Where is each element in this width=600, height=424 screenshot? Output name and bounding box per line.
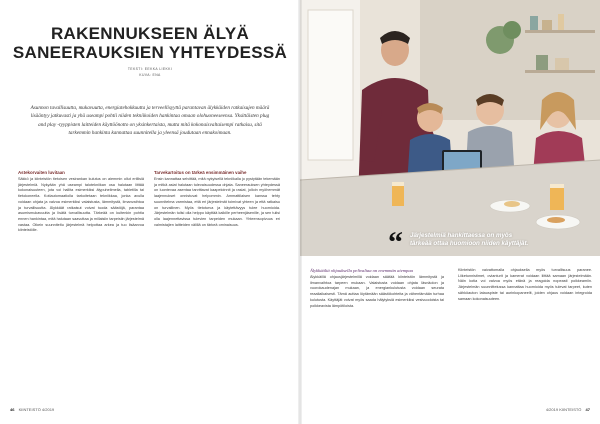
- column-a-text: Säkkö ja kiinteistön tietoisen vesirankan kulutus on aiemmin ollut erillisiä järjestelmiä. Nykyään yhä useampi talotekniikan osa halutaan liittää kokonaisuuteen, jota voi hallita esimerkiksi älypuhelimella, tabletilla tai tietokoneella. Kotiautomaatiolla tarkoitetaan tekniikkaa, jonka avulla voidaan ohjata ja valvoa esimerkiksi valaistusta, lämmitystä, ilmanvaihtoa ja turvallisuutta. Älykkäät ratkaisut voivat tuoda säästöjä, parantaa asumismukavuutta ja lisätä turvallisuutta. Tärkeää on kuitenkin pohtia ennen hankintaa, mitä halutaan saavuttaa ja millaisiin tarpeisiin järjestelmä vastaa. Oikein suunniteltu järjestelmä helpottaa arkea ja tuo lisäarvoa kiinteistölle.: [18, 177, 144, 233]
- family-photo: [300, 0, 600, 259]
- left-page-number: 46: [10, 407, 15, 412]
- quote-mark-icon: “: [388, 226, 403, 259]
- column-c-subhead: Älykkäältä ohjauksella pelivaltaa on enemmän aiempaa: [310, 268, 413, 273]
- article-credits: [100, 66, 200, 78]
- right-page: [300, 0, 600, 424]
- column-c-text: Älykkäillä ohjausjärjestelmillä voidaan säätää kiinteistön lämmitystä ja ilmanvaihtoa tarpeen mukaan. Valaistusta voidaan ohjata läsnäolon ja vuorokaudenajan mukaan, ja energiankulutusta voidaan seurata reaaliaikaisesti. Tämä auttaa löytämään säästökohteita ja vähentämään turhaa kulutusta. Käyttäjät voivat myös saada hälytyksiä esimerkiksi vesivuodoista tai poikkeavista lämpötiloista.: [310, 275, 444, 308]
- left-magazine-name: KIINTEISTÖ 4/2019: [18, 407, 55, 412]
- right-footer: [546, 407, 590, 412]
- column-d-text: Kiinteistön vaivattomalla ohjauksella myös turvallisuus paranee. Liiketunnistimet, ovianturit ja kamerat voidaan liittää samaan järjestelmään. Näin kotia voi valvoa myös etänä ja reagoida nopeasti poikkeamiin. Järjestelmän suunnittelussa kannattaa huomioida myös tulevat tarpeet, kuten sähköauton latauspiste tai aurinkopaneelit, joiden ohjaus voidaan integroida samaan kokonaisuuteen.: [458, 268, 592, 301]
- column-b-subhead: Tarvekartoitus on tärkeä ensimmäinen vaihe: [154, 170, 247, 175]
- right-page-number: 47: [585, 407, 590, 412]
- credits-text: TEKSTI: EEKKA LIEKKI: [127, 67, 173, 71]
- credits-photo: KUVA: ENA: [139, 73, 161, 77]
- page-gutter: [298, 0, 302, 424]
- column-a: [18, 170, 144, 406]
- column-b: [154, 170, 280, 406]
- column-d: [458, 268, 592, 408]
- right-magazine-name: 4/2019 KIINTEISTÖ: [545, 407, 582, 412]
- lead-paragraph: Asunnon tavallisuutta, mukavuutta, energiatehokkuutta ja terveellisyyttä parantavan älykkäiden ratkaisujen määrä lisääntyy jatkuvasti ja yhä useampi pohtii niiden tekniikoiden hankintaa omaan olohuoneeseensa. Yksittäisten plug and play -tyyppisten laitteiden käyttöönotto on yksinkertaista, mutta mitä kokonaisvaltaisempi ratkaisu, sitä tarkemmin hankinta kannattaa suunnitella ja yleensä joudutaan ennakoimaan.: [30, 105, 270, 136]
- pull-quote: [388, 226, 530, 259]
- column-c: [310, 268, 444, 408]
- pull-quote-text: Järjestelmiä hankittaessa on myös tärkeää ottaa huomioon niiden käyttäjät.: [410, 232, 529, 247]
- left-footer: [10, 407, 54, 412]
- column-b-text: Ensin kannattaa selvittää, mitä nykyisellä tekniikalla jo pystytään tekemään ja mitkä asiat halutaan tulevaisuudessa ohjata. Saneerauksen yhteydessä on luontevaa asentaa tarvittavat kaapeloinnit ja rasiat, jolloin myöhemmät laajennukset onnistuvat helpommin. Ammattilaisen kanssa tehty suunnitelma varmistaa, että eri järjestelmät toimivat yhteen ja että ratkaisu on turvallinen. Myös tietoturva ja käytettävyys tulee huomioida. Järjestelmän tulisi olla helppo käyttää kaikille perheenjäsenille, ja sen tulisi olla laajennettavissa tulevien tarpeiden mukaan. Yhteensopivuus eri valmistajien laitteiden välillä on tärkeä ominaisuus.: [154, 177, 280, 227]
- family-photo-illustration: [300, 0, 600, 259]
- column-a-subhead: Astekorvaiten luvitaan: [18, 170, 65, 175]
- article-title: RAKENNUKSEEN ÄLYÄ SANEERAUKSIEN YHTEYDESSÄ: [12, 24, 288, 62]
